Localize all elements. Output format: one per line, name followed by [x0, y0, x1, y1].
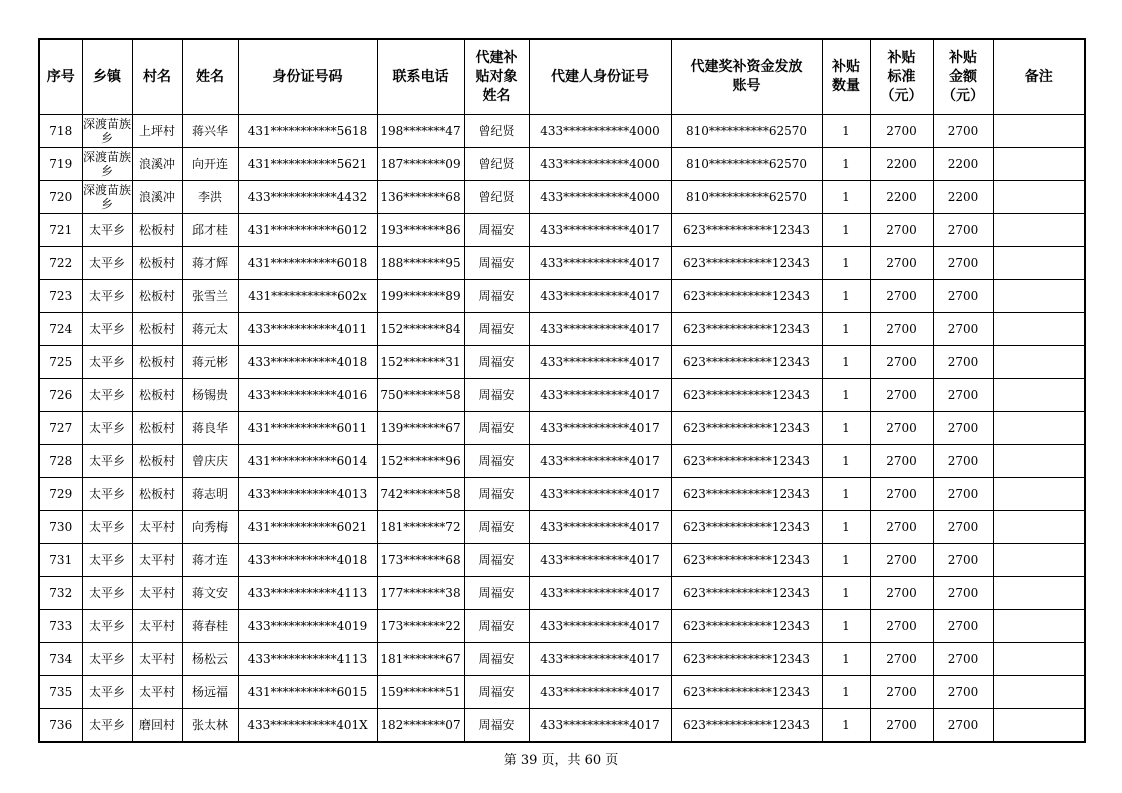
cell-town: 太平乡	[82, 577, 132, 610]
cell-phone: 136*******68	[377, 181, 464, 214]
cell-standard: 2700	[870, 280, 933, 313]
cell-quantity: 1	[822, 346, 870, 379]
cell-account: 623***********12343	[671, 214, 822, 247]
cell-agent-name: 周福安	[464, 676, 529, 709]
cell-account: 623***********12343	[671, 577, 822, 610]
cell-standard: 2200	[870, 148, 933, 181]
cell-amount: 2700	[933, 709, 993, 743]
cell-agent-id: 433***********4000	[529, 115, 671, 148]
cell-account: 623***********12343	[671, 643, 822, 676]
cell-village: 磨回村	[132, 709, 182, 743]
table-row	[39, 544, 1085, 577]
cell-id-number: 431***********6012	[238, 214, 377, 247]
cell-amount: 2700	[933, 577, 993, 610]
cell-name: 向开连	[182, 148, 238, 181]
cell-village: 太平村	[132, 577, 182, 610]
cell-index: 732	[39, 577, 82, 610]
cell-name: 蒋元太	[182, 313, 238, 346]
table-row	[39, 676, 1085, 709]
cell-account: 623***********12343	[671, 412, 822, 445]
cell-town: 太平乡	[82, 709, 132, 743]
cell-name: 蒋元彬	[182, 346, 238, 379]
cell-id-number: 431***********6018	[238, 247, 377, 280]
cell-amount: 2700	[933, 544, 993, 577]
table-row	[39, 643, 1085, 676]
cell-id-number: 431***********602x	[238, 280, 377, 313]
cell-agent-id: 433***********4017	[529, 379, 671, 412]
cell-name: 蒋文安	[182, 577, 238, 610]
cell-account: 623***********12343	[671, 313, 822, 346]
cell-phone: 152*******31	[377, 346, 464, 379]
cell-index: 729	[39, 478, 82, 511]
cell-phone: 187*******09	[377, 148, 464, 181]
cell-index: 728	[39, 445, 82, 478]
table-row	[39, 247, 1085, 280]
header-note: 备注	[993, 39, 1085, 115]
cell-id-number: 433***********4018	[238, 544, 377, 577]
cell-standard: 2700	[870, 313, 933, 346]
cell-note	[993, 346, 1085, 379]
cell-town: 太平乡	[82, 247, 132, 280]
cell-name: 杨锡贵	[182, 379, 238, 412]
cell-note	[993, 412, 1085, 445]
cell-amount: 2700	[933, 379, 993, 412]
cell-id-number: 431***********5621	[238, 148, 377, 181]
cell-agent-name: 曾纪贤	[464, 115, 529, 148]
cell-agent-id: 433***********4017	[529, 313, 671, 346]
cell-agent-name: 周福安	[464, 214, 529, 247]
cell-agent-id: 433***********4017	[529, 511, 671, 544]
table-row	[39, 181, 1085, 214]
cell-id-number: 431***********5618	[238, 115, 377, 148]
cell-id-number: 431***********6011	[238, 412, 377, 445]
cell-account: 623***********12343	[671, 247, 822, 280]
cell-note	[993, 676, 1085, 709]
cell-name: 向秀梅	[182, 511, 238, 544]
cell-note	[993, 577, 1085, 610]
cell-name: 蒋才辉	[182, 247, 238, 280]
cell-name: 蒋才连	[182, 544, 238, 577]
cell-town: 太平乡	[82, 445, 132, 478]
cell-standard: 2700	[870, 115, 933, 148]
cell-town: 太平乡	[82, 214, 132, 247]
cell-amount: 2700	[933, 346, 993, 379]
cell-agent-id: 433***********4017	[529, 577, 671, 610]
cell-village: 浪溪冲	[132, 181, 182, 214]
cell-agent-id: 433***********4017	[529, 412, 671, 445]
cell-agent-id: 433***********4017	[529, 478, 671, 511]
cell-index: 726	[39, 379, 82, 412]
table-row	[39, 115, 1085, 148]
cell-index: 734	[39, 643, 82, 676]
cell-town: 太平乡	[82, 610, 132, 643]
cell-note	[993, 643, 1085, 676]
cell-phone: 173*******22	[377, 610, 464, 643]
cell-agent-name: 周福安	[464, 445, 529, 478]
cell-account: 810**********62570	[671, 115, 822, 148]
cell-account: 810**********62570	[671, 181, 822, 214]
cell-id-number: 433***********4013	[238, 478, 377, 511]
cell-phone: 152*******84	[377, 313, 464, 346]
cell-town: 深渡苗族乡	[82, 181, 132, 214]
cell-phone: 198*******47	[377, 115, 464, 148]
table-row	[39, 280, 1085, 313]
cell-account: 623***********12343	[671, 511, 822, 544]
cell-standard: 2700	[870, 577, 933, 610]
cell-standard: 2700	[870, 643, 933, 676]
cell-agent-id: 433***********4017	[529, 610, 671, 643]
cell-standard: 2700	[870, 610, 933, 643]
cell-index: 724	[39, 313, 82, 346]
cell-agent-id: 433***********4017	[529, 280, 671, 313]
cell-agent-id: 433***********4000	[529, 148, 671, 181]
cell-index: 727	[39, 412, 82, 445]
cell-agent-id: 433***********4017	[529, 709, 671, 743]
cell-quantity: 1	[822, 181, 870, 214]
cell-note	[993, 478, 1085, 511]
cell-note	[993, 115, 1085, 148]
cell-amount: 2200	[933, 148, 993, 181]
cell-name: 蒋志明	[182, 478, 238, 511]
cell-id-number: 433***********4011	[238, 313, 377, 346]
table-row	[39, 610, 1085, 643]
header-standard: 补贴 标准 （元）	[870, 39, 933, 115]
cell-id-number: 433***********4113	[238, 577, 377, 610]
cell-standard: 2700	[870, 544, 933, 577]
cell-quantity: 1	[822, 643, 870, 676]
header-agent-name: 代建补 贴对象 姓名	[464, 39, 529, 115]
cell-account: 623***********12343	[671, 379, 822, 412]
table-row	[39, 445, 1085, 478]
cell-account: 623***********12343	[671, 709, 822, 743]
cell-village: 松板村	[132, 412, 182, 445]
cell-phone: 177*******38	[377, 577, 464, 610]
cell-account: 623***********12343	[671, 280, 822, 313]
header-row	[39, 39, 1085, 115]
cell-town: 深渡苗族乡	[82, 115, 132, 148]
cell-agent-id: 433***********4017	[529, 214, 671, 247]
cell-phone: 199*******89	[377, 280, 464, 313]
cell-amount: 2700	[933, 511, 993, 544]
table-row	[39, 313, 1085, 346]
cell-standard: 2700	[870, 214, 933, 247]
cell-agent-name: 周福安	[464, 412, 529, 445]
cell-account: 810**********62570	[671, 148, 822, 181]
cell-index: 721	[39, 214, 82, 247]
table-row	[39, 478, 1085, 511]
cell-id-number: 433***********4019	[238, 610, 377, 643]
cell-amount: 2200	[933, 181, 993, 214]
cell-id-number: 433***********401X	[238, 709, 377, 743]
cell-town: 太平乡	[82, 544, 132, 577]
cell-town: 太平乡	[82, 280, 132, 313]
cell-quantity: 1	[822, 115, 870, 148]
cell-quantity: 1	[822, 247, 870, 280]
cell-note	[993, 544, 1085, 577]
cell-account: 623***********12343	[671, 610, 822, 643]
header-account: 代建奖补资金发放 账号	[671, 39, 822, 115]
cell-town: 深渡苗族乡	[82, 148, 132, 181]
cell-account: 623***********12343	[671, 346, 822, 379]
cell-standard: 2700	[870, 247, 933, 280]
cell-note	[993, 379, 1085, 412]
header-agent-id: 代建人身份证号	[529, 39, 671, 115]
page-footer: 第 39 页，共 60 页	[503, 753, 619, 768]
cell-index: 733	[39, 610, 82, 643]
cell-quantity: 1	[822, 280, 870, 313]
cell-index: 723	[39, 280, 82, 313]
cell-standard: 2700	[870, 511, 933, 544]
cell-quantity: 1	[822, 214, 870, 247]
cell-agent-id: 433***********4017	[529, 676, 671, 709]
cell-agent-name: 周福安	[464, 544, 529, 577]
cell-quantity: 1	[822, 577, 870, 610]
table-row	[39, 511, 1085, 544]
cell-agent-name: 周福安	[464, 610, 529, 643]
cell-quantity: 1	[822, 313, 870, 346]
cell-agent-name: 周福安	[464, 709, 529, 743]
cell-agent-id: 433***********4017	[529, 346, 671, 379]
cell-phone: 181*******72	[377, 511, 464, 544]
cell-village: 太平村	[132, 610, 182, 643]
cell-village: 松板村	[132, 280, 182, 313]
header-quantity: 补贴 数量	[822, 39, 870, 115]
cell-index: 731	[39, 544, 82, 577]
cell-quantity: 1	[822, 511, 870, 544]
header-id-number: 身份证号码	[238, 39, 377, 115]
cell-village: 松板村	[132, 214, 182, 247]
cell-account: 623***********12343	[671, 445, 822, 478]
cell-name: 李洪	[182, 181, 238, 214]
cell-agent-name: 周福安	[464, 313, 529, 346]
cell-town: 太平乡	[82, 511, 132, 544]
cell-amount: 2700	[933, 115, 993, 148]
header-phone: 联系电话	[377, 39, 464, 115]
cell-index: 722	[39, 247, 82, 280]
header-village: 村名	[132, 39, 182, 115]
cell-amount: 2700	[933, 478, 993, 511]
cell-town: 太平乡	[82, 643, 132, 676]
header-amount: 补贴 金额 （元）	[933, 39, 993, 115]
cell-amount: 2700	[933, 412, 993, 445]
table-row	[39, 214, 1085, 247]
cell-name: 蒋兴华	[182, 115, 238, 148]
cell-phone: 188*******95	[377, 247, 464, 280]
subsidy-table	[38, 38, 1086, 743]
cell-quantity: 1	[822, 544, 870, 577]
cell-phone: 750*******58	[377, 379, 464, 412]
cell-town: 太平乡	[82, 478, 132, 511]
cell-village: 上坪村	[132, 115, 182, 148]
table-row	[39, 577, 1085, 610]
cell-agent-name: 周福安	[464, 478, 529, 511]
cell-amount: 2700	[933, 214, 993, 247]
cell-village: 太平村	[132, 643, 182, 676]
cell-name: 张太林	[182, 709, 238, 743]
cell-index: 725	[39, 346, 82, 379]
cell-standard: 2700	[870, 676, 933, 709]
cell-village: 松板村	[132, 247, 182, 280]
header-town: 乡镇	[82, 39, 132, 115]
cell-standard: 2700	[870, 445, 933, 478]
cell-phone: 193*******86	[377, 214, 464, 247]
cell-account: 623***********12343	[671, 676, 822, 709]
cell-index: 719	[39, 148, 82, 181]
cell-agent-name: 周福安	[464, 577, 529, 610]
cell-agent-id: 433***********4017	[529, 544, 671, 577]
cell-town: 太平乡	[82, 379, 132, 412]
cell-name: 邱才桂	[182, 214, 238, 247]
cell-index: 720	[39, 181, 82, 214]
cell-note	[993, 214, 1085, 247]
cell-quantity: 1	[822, 478, 870, 511]
cell-index: 735	[39, 676, 82, 709]
cell-town: 太平乡	[82, 412, 132, 445]
cell-village: 松板村	[132, 313, 182, 346]
cell-note	[993, 280, 1085, 313]
cell-standard: 2700	[870, 346, 933, 379]
table-row	[39, 709, 1085, 743]
cell-agent-name: 周福安	[464, 511, 529, 544]
cell-quantity: 1	[822, 412, 870, 445]
cell-note	[993, 445, 1085, 478]
cell-id-number: 431***********6021	[238, 511, 377, 544]
cell-standard: 2700	[870, 379, 933, 412]
cell-quantity: 1	[822, 379, 870, 412]
cell-phone: 173*******68	[377, 544, 464, 577]
cell-amount: 2700	[933, 247, 993, 280]
cell-village: 松板村	[132, 346, 182, 379]
cell-account: 623***********12343	[671, 544, 822, 577]
cell-index: 730	[39, 511, 82, 544]
cell-note	[993, 709, 1085, 743]
cell-index: 718	[39, 115, 82, 148]
cell-note	[993, 313, 1085, 346]
cell-id-number: 431***********6014	[238, 445, 377, 478]
cell-quantity: 1	[822, 148, 870, 181]
cell-agent-id: 433***********4017	[529, 643, 671, 676]
cell-standard: 2200	[870, 181, 933, 214]
cell-quantity: 1	[822, 610, 870, 643]
cell-agent-id: 433***********4000	[529, 181, 671, 214]
cell-name: 杨松云	[182, 643, 238, 676]
cell-note	[993, 148, 1085, 181]
cell-standard: 2700	[870, 412, 933, 445]
cell-town: 太平乡	[82, 313, 132, 346]
cell-name: 杨远福	[182, 676, 238, 709]
cell-village: 太平村	[132, 544, 182, 577]
cell-village: 浪溪冲	[132, 148, 182, 181]
cell-index: 736	[39, 709, 82, 743]
cell-name: 曾庆庆	[182, 445, 238, 478]
cell-name: 蒋春桂	[182, 610, 238, 643]
cell-amount: 2700	[933, 280, 993, 313]
cell-quantity: 1	[822, 445, 870, 478]
cell-name: 张雪兰	[182, 280, 238, 313]
cell-standard: 2700	[870, 709, 933, 743]
cell-note	[993, 181, 1085, 214]
cell-agent-name: 周福安	[464, 247, 529, 280]
cell-phone: 181*******67	[377, 643, 464, 676]
cell-amount: 2700	[933, 643, 993, 676]
cell-phone: 182*******07	[377, 709, 464, 743]
cell-agent-id: 433***********4017	[529, 247, 671, 280]
cell-amount: 2700	[933, 445, 993, 478]
cell-phone: 152*******96	[377, 445, 464, 478]
table-row	[39, 346, 1085, 379]
cell-id-number: 433***********4018	[238, 346, 377, 379]
cell-note	[993, 247, 1085, 280]
cell-id-number: 433***********4113	[238, 643, 377, 676]
cell-village: 太平村	[132, 676, 182, 709]
cell-agent-name: 周福安	[464, 379, 529, 412]
cell-name: 蒋良华	[182, 412, 238, 445]
cell-town: 太平乡	[82, 676, 132, 709]
cell-amount: 2700	[933, 676, 993, 709]
header-index: 序号	[39, 39, 82, 115]
cell-agent-name: 周福安	[464, 280, 529, 313]
table-row	[39, 412, 1085, 445]
cell-agent-name: 周福安	[464, 643, 529, 676]
cell-agent-name: 曾纪贤	[464, 181, 529, 214]
cell-quantity: 1	[822, 676, 870, 709]
cell-id-number: 433***********4016	[238, 379, 377, 412]
table-row	[39, 148, 1085, 181]
cell-amount: 2700	[933, 610, 993, 643]
cell-village: 松板村	[132, 445, 182, 478]
cell-agent-id: 433***********4017	[529, 445, 671, 478]
cell-id-number: 433***********4432	[238, 181, 377, 214]
cell-phone: 159*******51	[377, 676, 464, 709]
cell-phone: 139*******67	[377, 412, 464, 445]
cell-town: 太平乡	[82, 346, 132, 379]
cell-note	[993, 610, 1085, 643]
cell-standard: 2700	[870, 478, 933, 511]
header-name: 姓名	[182, 39, 238, 115]
cell-village: 松板村	[132, 379, 182, 412]
cell-amount: 2700	[933, 313, 993, 346]
cell-account: 623***********12343	[671, 478, 822, 511]
cell-village: 松板村	[132, 478, 182, 511]
cell-id-number: 431***********6015	[238, 676, 377, 709]
cell-agent-name: 曾纪贤	[464, 148, 529, 181]
table-row	[39, 379, 1085, 412]
cell-phone: 742*******58	[377, 478, 464, 511]
cell-quantity: 1	[822, 709, 870, 743]
cell-note	[993, 511, 1085, 544]
cell-village: 太平村	[132, 511, 182, 544]
cell-agent-name: 周福安	[464, 346, 529, 379]
